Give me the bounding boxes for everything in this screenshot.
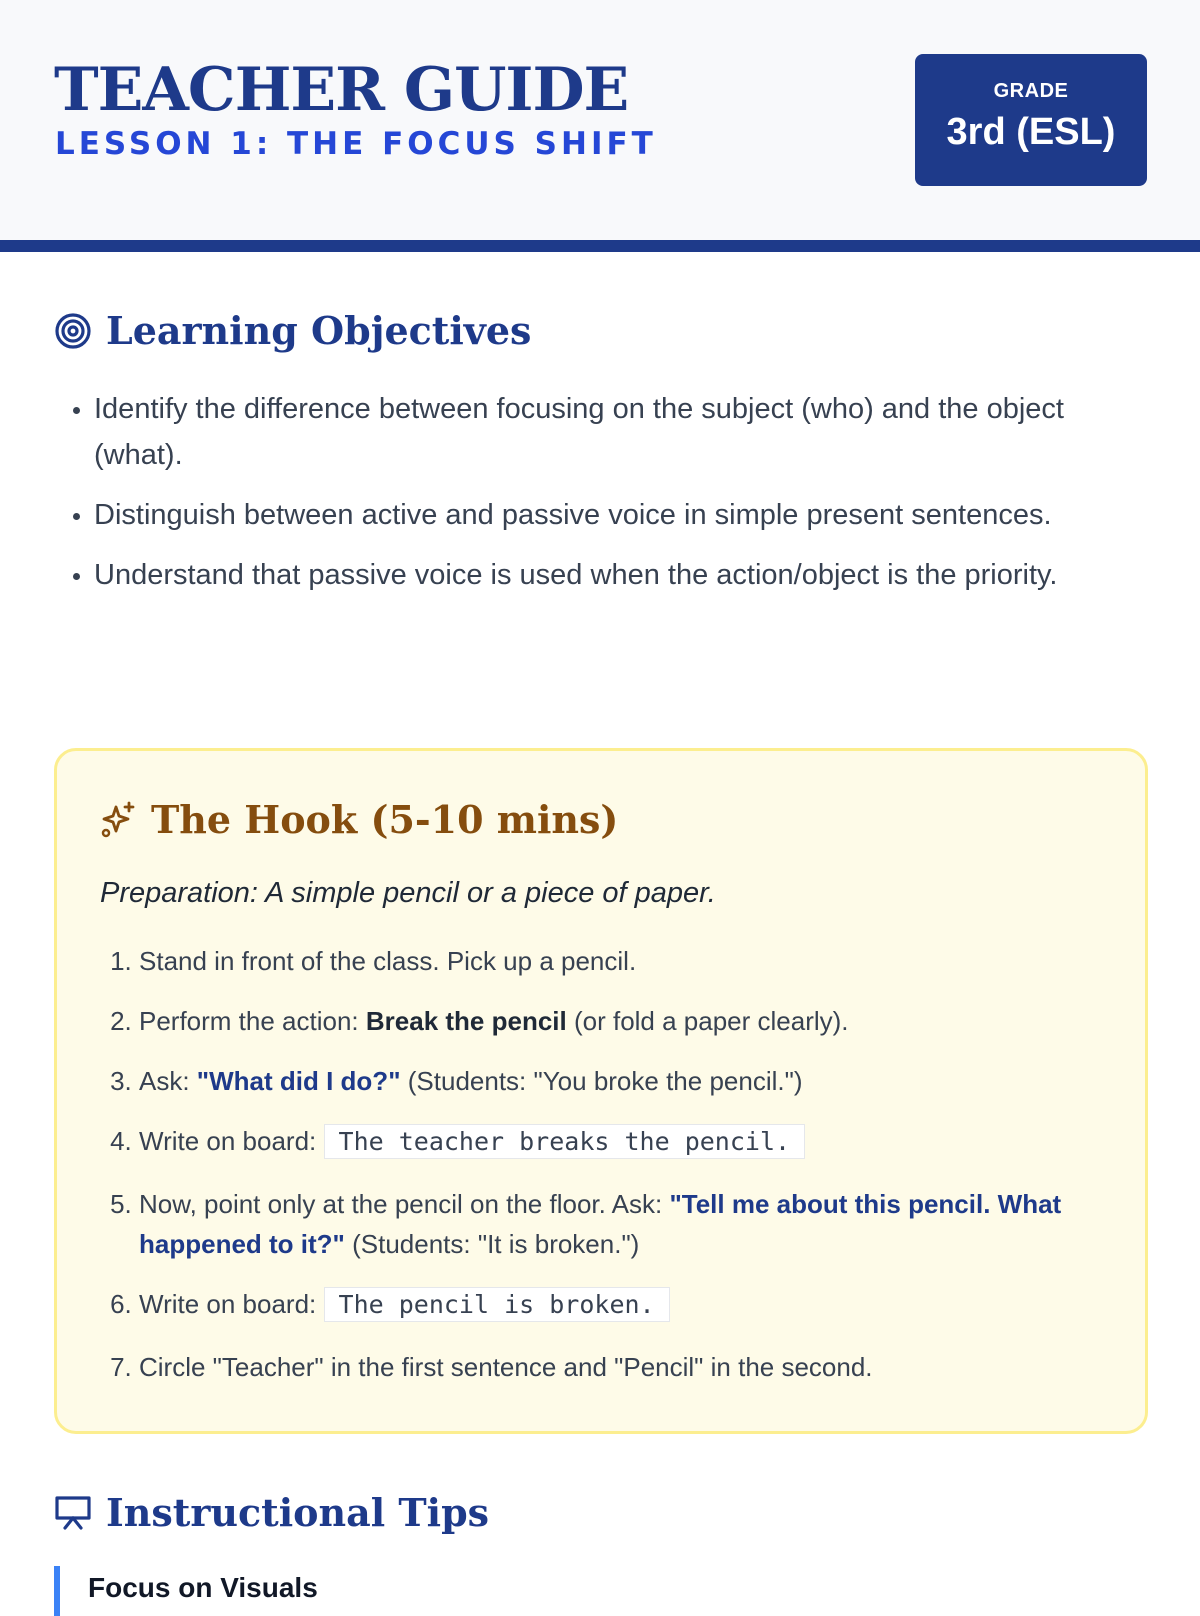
step-text: (Students: "It is broken.") (344, 1229, 640, 1259)
list-item: • Identify the difference between focusing on the subject (who) and the object (what). (94, 386, 1154, 478)
hook-steps (99, 941, 1149, 1407)
page-title: TEACHER GUIDE (54, 55, 629, 125)
list-item: • Understand that passive voice is used when the action/object is the priority. (94, 552, 1154, 598)
list-item (139, 941, 1149, 981)
grade-label: GRADE (993, 80, 1069, 102)
grade-badge (915, 54, 1147, 186)
list-item (139, 1284, 1149, 1325)
list-item (139, 1001, 1149, 1041)
presentation-icon (54, 1494, 92, 1532)
list-item (139, 1184, 1149, 1264)
tip-title: Focus on Visuals (88, 1572, 318, 1603)
hook-title: The Hook (5-10 mins) (151, 797, 619, 842)
hook-heading (99, 797, 618, 842)
teacher-question: "What did I do?" (196, 1066, 401, 1096)
objectives-heading (54, 308, 531, 353)
step-text: Ask: (139, 1066, 197, 1096)
tips-title: Instructional Tips (106, 1490, 490, 1535)
step-text: (or fold a paper clearly). (566, 1006, 849, 1036)
objectives-list (54, 386, 1154, 612)
objectives-title: Learning Objectives (106, 308, 532, 353)
page-header (0, 0, 1200, 252)
preparation-note: Preparation: A simple pencil or a piece of paper. (100, 877, 716, 909)
step-text: Now, point only at the pencil on the floor. Ask: (139, 1189, 670, 1219)
step-text: Write on board: (139, 1126, 324, 1156)
step-text: Perform the action: (139, 1006, 366, 1036)
list-item: • Distinguish between active and passive voice in simple present sentences. (94, 492, 1154, 538)
step-text: Write on board: (139, 1289, 324, 1319)
step-text: (Students: "You broke the pencil.") (400, 1066, 803, 1096)
step-emphasis: Break the pencil (365, 1006, 567, 1036)
list-item (139, 1121, 1149, 1162)
step-text: Circle "Teacher" in the first sentence and "Pencil" in the second. (139, 1352, 873, 1382)
sparkles-icon (99, 801, 137, 839)
teacher-question: "Tell me about this pencil. What happened to it?" (139, 1189, 1062, 1259)
board-sentence: The pencil is broken. (324, 1287, 670, 1322)
lesson-subtitle: LESSON 1: THE FOCUS SHIFT (55, 126, 657, 162)
list-item (139, 1347, 1149, 1387)
step-text: Stand in front of the class. Pick up a pencil. (139, 946, 637, 976)
list-item (139, 1061, 1149, 1101)
target-icon (54, 312, 92, 350)
tip-accent-bar (54, 1566, 60, 1616)
board-sentence: The teacher breaks the pencil. (324, 1124, 806, 1159)
hook-card (54, 748, 1148, 1434)
tips-heading (54, 1490, 489, 1535)
grade-value: 3rd (ESL) (946, 111, 1116, 153)
